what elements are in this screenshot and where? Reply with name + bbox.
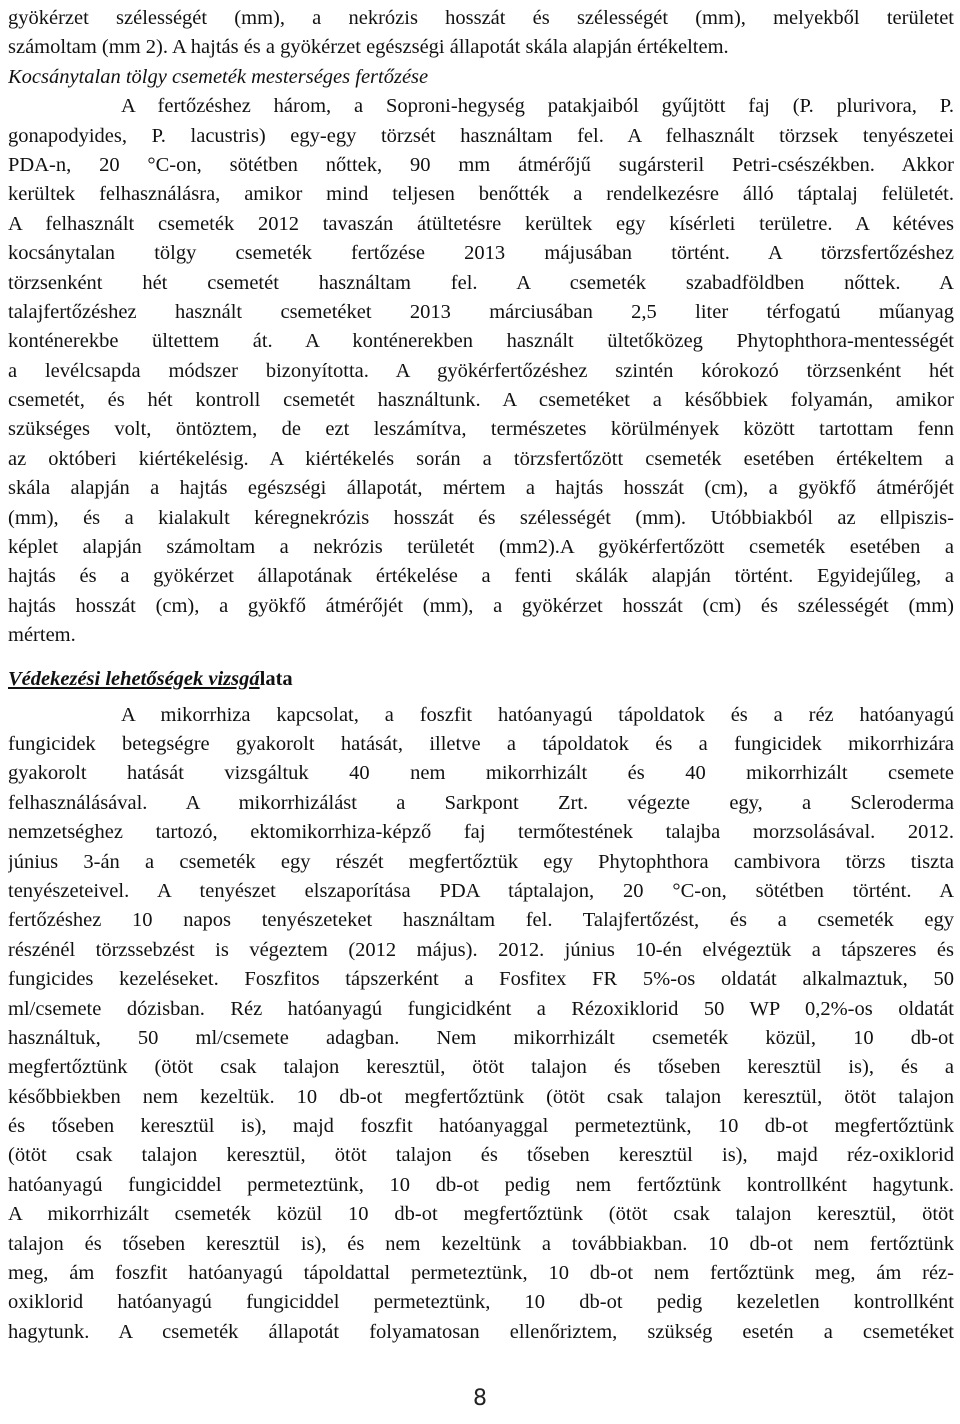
text-line: szükséges volt, öntöztem, de ezt leszámítva, természetes körülmények között tartottam fenn <box>8 418 954 441</box>
text-line: fungicides kezeléseket. Foszfitos tápszerként a Fosfitex FR 5%-os oldatát alkalmaztuk, 50 <box>8 968 954 991</box>
page-number: 8 <box>473 1386 487 1411</box>
text-line: oxiklorid hatóanyagú fungiciddel permeteztünk, 10 db-ot pedig kezeletlen kontrollként <box>8 1291 954 1314</box>
text-line: meg, ám foszfit hatóanyagú tápoldattal permeteztünk, 10 db-ot nem fertőztünk meg, ám réz- <box>8 1262 954 1285</box>
text-line: fungicidek betegségre gyakorolt hatását, illetve a tápoldatok és a fungicidek mikorrhizára <box>8 732 954 755</box>
text-line: törzsenként hét csemetét használtam fel. A csemeték szabadföldben nőttek. A <box>8 271 954 294</box>
text-line: A mikorrhiza kapcsolat, a foszfit hatóanyagú tápoldatok és a réz hatóanyagú <box>121 703 954 726</box>
text-line: hajtás hossz​át (cm), a gyökfő átmérőjét (mm), a gyökérzet hosszát (cm) és szélességét (mm) <box>8 594 954 617</box>
section-heading-rest: lata <box>259 667 293 690</box>
text-line: (ötöt csak talajon keresztül, ötöt talajon és tőseben keresztül is), majd réz-oxiklorid <box>8 1144 954 1167</box>
text-line: talajon és tőseben keresztül is), és nem kezeltünk a továbbiakban. 10 db-ot nem fertőztünk <box>8 1232 954 1255</box>
text-line: talajfertőzéshez használt csemetéket 2013 márciusában 2,5 liter térfogatú műanyag <box>8 300 954 323</box>
text-line: hatóanyagú fungiciddel permeteztünk, 10 db-ot pedig nem fertőztünk kontrollként hagytunk. <box>8 1173 954 1196</box>
subsection-title: Kocsánytalan tölgy csemeték mesterséges fertőzése <box>8 65 429 88</box>
text-line: tenyészeteivel. A tenyészet elszaporítása PDA táptalajon, 20 °C-on, sötétben történt. A <box>8 879 954 902</box>
text-line: PDA-n, 20 °C-on, sötétben nőttek, 90 mm átmérőjű sugársteril Petri-csészékben. Akkor <box>8 153 954 176</box>
text-line: ml/csemete dózisban. Réz hatóanyagú fungicidként a Rézoxiklorid 50 WP 0,2%-os oldatát <box>8 997 954 1020</box>
text-line: az októberi kiértékelésig. A kiértékelés során a törzsfertőzött csemeték esetében értékeltem a <box>8 447 954 470</box>
text-line: képlet alapján számoltam a nekrózis területét (mm2).A gyökérfertőzött csemeték esetében a <box>8 536 954 559</box>
text-line: kocsánytalan tölgy csemeték fertőzése 2013 májusában történt. A törzsfertőzéshez <box>8 242 954 265</box>
text-line: fertőzéshez 10 napos tenyészeteket használtam fel. Talajfertőzést, és a csemeték egy <box>8 909 954 932</box>
text-line: és tőseben keresztül is), majd foszfit hatóanyaggal permeteztünk, 10 db-ot megfertőztünk <box>8 1115 954 1138</box>
paragraph-protection-methods <box>8 701 954 1348</box>
paragraph-infection-method <box>8 92 954 650</box>
text-line: hagytunk. A csemeték állapotát folyamatosan ellenőriztem, szükség esetén a csemetéket <box>8 1320 954 1343</box>
document-page <box>8 0 954 1347</box>
text-line: gonapodyides, P. lacustris) egy-egy törzsét használtam fel. A felhasznált törzsek tenyészetei <box>8 124 954 147</box>
text-line: használtuk, 50 ml/csemete adagban. Nem mikorrhizált csemeték közül, 10 db-ot <box>8 1026 954 1049</box>
text-line: skála alapján a hajtás egészségi állapotát, mértem a hajtás hosszát (cm), a gyökfő átmérőjét <box>8 477 954 500</box>
text-line: A fertőzéshez három, a Soproni-hegység patakjaiból gyűjtött faj (P. plurivora, P. <box>121 95 954 118</box>
section-heading-italic: Védekezési lehetőségek vizsgá <box>8 667 260 690</box>
text-line: csemetét, és hét kontroll csemetét használtunk. A csemetéket a későbbiek folyamán, amikor <box>8 389 954 412</box>
text-line: felhasználásával. A mikorrhizálást a Sarkpont Zrt. végezte egy, a Scleroderma <box>8 791 954 814</box>
text-line: mértem. <box>8 624 76 647</box>
text-line: nemzetséghez tartozó, ektomikorrhiza-képző faj termőtestének talajba morzsolásával. 2012. <box>8 821 954 844</box>
text-line: A mikorrhizált csemeték közül 10 db-ot megfertőztünk (ötöt csak talajon keresztül, ötöt <box>8 1203 954 1226</box>
text-line: konténerekbe ültettem át. A konténerekben használt ültetőközeg Phytophthora-mentességét <box>8 330 954 353</box>
text-line: gyakorolt hatását vizsgáltuk 40 nem mikorrhizált és 40 mikorrhizált csemete <box>8 762 954 785</box>
text-line: a levélcsapda módszer bizonyította. A gyökérfertőzéshez szintén kórokozó törzsenként hét <box>8 359 954 382</box>
text-line: részénél törzssebzést is végeztem (2012 május). 2012. június 10-én elvégeztük a tápszeres és <box>8 938 954 961</box>
text-line: kerültek felhasználásra, amikor mind teljesen benőtték a rendelkezésre álló táptalaj felületét. <box>8 183 954 206</box>
text-line: A felhasznált csemeték 2012 tavaszán átültetésre kerültek egy kísérleti területre. A kétéves <box>8 212 954 235</box>
paragraph-continuation <box>8 4 954 63</box>
text-line: megfertőztünk (ötöt csak talajon keresztül, ötöt talajon és tőseben keresztül is), és a <box>8 1056 954 1079</box>
text-line: későbbiekben nem kezeltük. 10 db-ot megfertőztünk (ötöt csak talajon keresztül, ötöt talajon <box>8 1085 954 1108</box>
text-line: számoltam (mm 2). A hajtás és a gyökérzet egészségi állapotát skála alapján értékeltem. <box>8 36 729 59</box>
text-line: (mm), és a kialakult kéregnekrózis hosszát és szélességét (mm). Utóbbiakból az ellpiszis- <box>8 506 954 529</box>
text-line: hajtás és a gyökérzet állapotának értékelése a fenti skálák alapján történt. Egyidejűleg, a <box>8 565 954 588</box>
text-line: gyökérzet szélességét (mm), a nekrózis hosszát és szélességét (mm), melyekből területet <box>8 7 954 29</box>
text-line: június 3-án a csemeték egy részét megfertőztük egy Phytophthora cambivora törzs tiszta <box>8 850 954 873</box>
section-heading <box>8 663 954 695</box>
